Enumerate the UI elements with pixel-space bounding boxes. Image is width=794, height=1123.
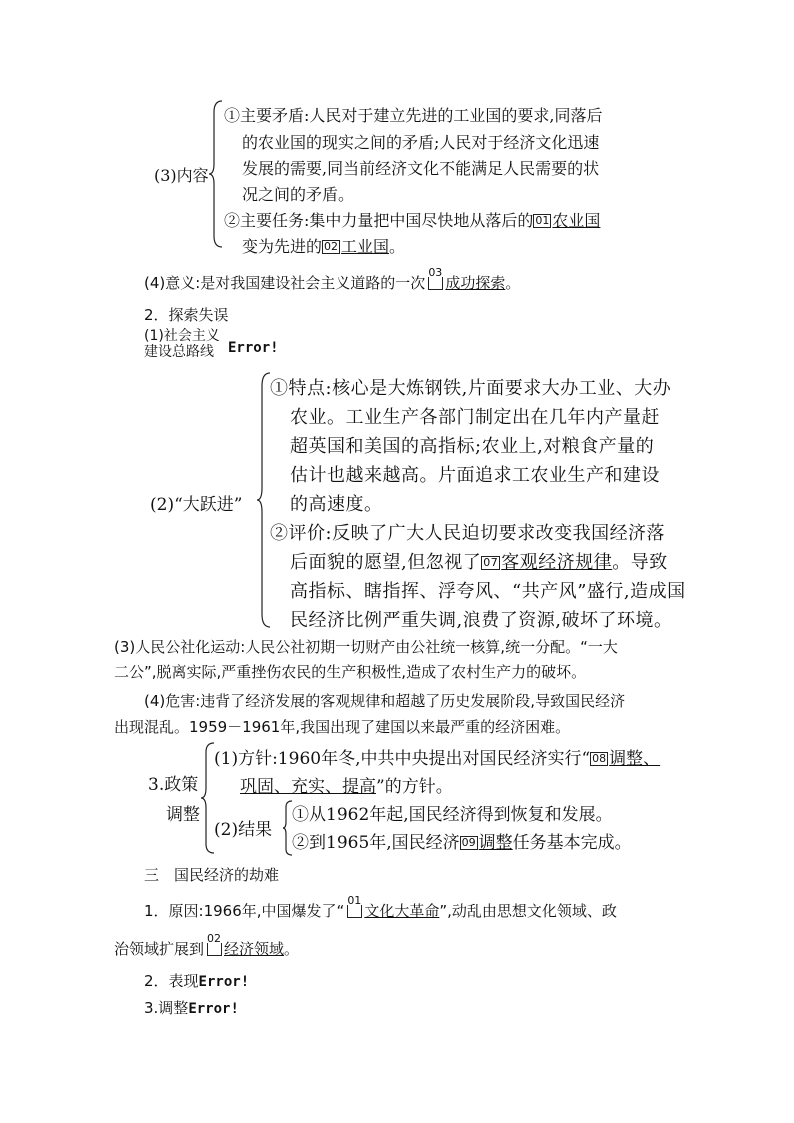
result-label: (2)结果 xyxy=(214,820,273,840)
brace-content xyxy=(208,100,224,248)
marker-01: 01 xyxy=(535,214,550,227)
significance-text: (4)意义:是对我国建设社会主义道路的一次 xyxy=(144,274,426,292)
general-line-label xyxy=(144,328,220,360)
content-task-text: ②主要任务:集中力量把中国尽快地从落后的 xyxy=(224,211,534,230)
marker-03-number: 03 xyxy=(428,266,443,279)
period: 。 xyxy=(505,274,521,292)
adjust-label: 3.调整 xyxy=(144,999,189,1017)
heading-exploration-mistakes: 2．探索失误 xyxy=(144,306,229,324)
commune-line-1: (3)人民公社化运动:人民公社初期一切财产由公社统一核算,统一分配。“一大 xyxy=(114,638,618,656)
content-line-5 xyxy=(224,208,600,231)
error-general-line: Error! xyxy=(228,340,279,356)
marker-03 xyxy=(427,266,443,290)
result-line-1: ①从1962年起,国民经济得到恢复和发展。 xyxy=(292,805,613,825)
error-adjust: Error! xyxy=(188,1001,239,1017)
marker-01b xyxy=(346,894,362,918)
marker-07: 07 xyxy=(483,556,499,569)
cause-line-2 xyxy=(114,932,300,959)
harm-line-1: (4)危害:违背了经济发展的客观规律和超越了历史发展阶段,导致国民经济 xyxy=(144,692,626,710)
policy-text: (1)方针:1960年冬,中共中央提出对国民经济实行“ xyxy=(214,749,591,769)
content-label: (3)内容 xyxy=(154,166,209,185)
answer-successful-exploration: 成功探索 xyxy=(445,274,506,292)
harm-line-2: 出现混乱。1959－1961年,我国出现了建国以来最严重的经济困难。 xyxy=(114,718,571,736)
manifestation-label: 2．表现 xyxy=(144,972,199,990)
policy-line-2 xyxy=(240,772,453,797)
period: 。 xyxy=(389,237,406,256)
significance-line xyxy=(144,266,521,293)
answer-objective-laws: 客观经济规律 xyxy=(501,552,613,573)
content-line-1: ①主要矛盾:人民对于建立先进的工业国的要求,同落后 xyxy=(224,106,603,125)
content-line-2: 的农业国的现实之间的矛盾;人民对于经济文化迅速 xyxy=(242,133,600,152)
cause-text-3: 治领域扩展到 xyxy=(114,940,205,958)
great-leap-line-8: 高指标、瞎指挥、浮夸风、“共产风”盛行,造成国 xyxy=(290,581,686,602)
policy-line-1 xyxy=(214,744,660,769)
adjust-line xyxy=(144,997,239,1018)
brace-great-leap xyxy=(256,372,272,628)
answer-cultural-revolution: 文化大革命 xyxy=(364,902,440,920)
cause-text-2: ”,动乱由思想文化领域、政 xyxy=(439,902,617,920)
policy-text-2: ”的方针。 xyxy=(376,777,453,797)
answer-adjust-task: 调整 xyxy=(478,833,513,853)
great-leap-line-1: ①特点:核心是大炼钢铁,片面要求大办工业、大办 xyxy=(270,378,672,399)
general-line-label-a: (1)社会主义 xyxy=(144,328,220,344)
evaluation-text: 后面貌的愿望,但忽视了 xyxy=(290,552,482,573)
answer-consolidate: 巩固、充实、提高 xyxy=(240,777,376,797)
content-task-text-2: 变为先进的 xyxy=(242,237,323,256)
result-text-2: 任务基本完成。 xyxy=(512,833,632,853)
answer-industrial-country: 工业国 xyxy=(341,237,390,256)
marker-02b xyxy=(206,932,222,956)
great-leap-line-5: 的高速度。 xyxy=(290,494,383,515)
great-leap-line-7 xyxy=(290,548,668,574)
great-leap-label: (2)“大跃进” xyxy=(150,495,243,515)
commune-line-2: 二公”,脱离实际,严重挫伤农民的生产积极性,造成了农村生产力的破坏。 xyxy=(114,663,587,681)
cause-text: 1．原因:1966年,中国爆发了“ xyxy=(144,902,345,920)
great-leap-line-4: 估计也越来越高。片面追求工农业生产和建设 xyxy=(290,465,660,486)
policy-adjust-label-b: 调整 xyxy=(166,805,200,825)
great-leap-line-6: ②评价:反映了广大人民迫切要求改变我国经济落 xyxy=(270,523,666,544)
content-line-3: 发展的需要,同当前经济文化不能满足人民需要的状 xyxy=(242,159,600,178)
heading-catastrophe: 三 国民经济的劫难 xyxy=(144,866,280,884)
manifestation-line xyxy=(144,970,249,991)
answer-adjust: 调整、 xyxy=(609,749,661,769)
answer-agricultural-country: 农业国 xyxy=(552,211,601,230)
cause-line-1 xyxy=(144,894,617,921)
period: 。 xyxy=(284,940,300,958)
great-leap-line-2: 农业。工业生产各部门制定出在几年内产量赶 xyxy=(290,407,660,428)
evaluation-text-2: 。导致 xyxy=(612,552,668,573)
policy-adjust-label-a: 3.政策 xyxy=(148,775,199,795)
result-line-2 xyxy=(292,828,632,853)
answer-economic-field: 经济领域 xyxy=(224,940,285,958)
marker-08: 08 xyxy=(592,752,607,765)
result-text: ②到1965年,国民经济 xyxy=(292,833,460,853)
content-line-6 xyxy=(242,234,405,257)
great-leap-line-3: 超英国和美国的高指标;农业上,对粮食产量的 xyxy=(290,436,655,457)
marker-09: 09 xyxy=(461,836,476,849)
marker-02: 02 xyxy=(324,240,339,253)
marker-01b-number: 01 xyxy=(347,894,362,907)
general-line-label-b: 建设总路线 xyxy=(144,344,214,360)
marker-02b-number: 02 xyxy=(207,932,222,945)
great-leap-line-9: 民经济比例严重失调,浪费了资源,破坏了环境。 xyxy=(290,610,673,631)
error-manifestation: Error! xyxy=(198,974,250,990)
content-line-4: 况之间的矛盾。 xyxy=(242,185,355,204)
